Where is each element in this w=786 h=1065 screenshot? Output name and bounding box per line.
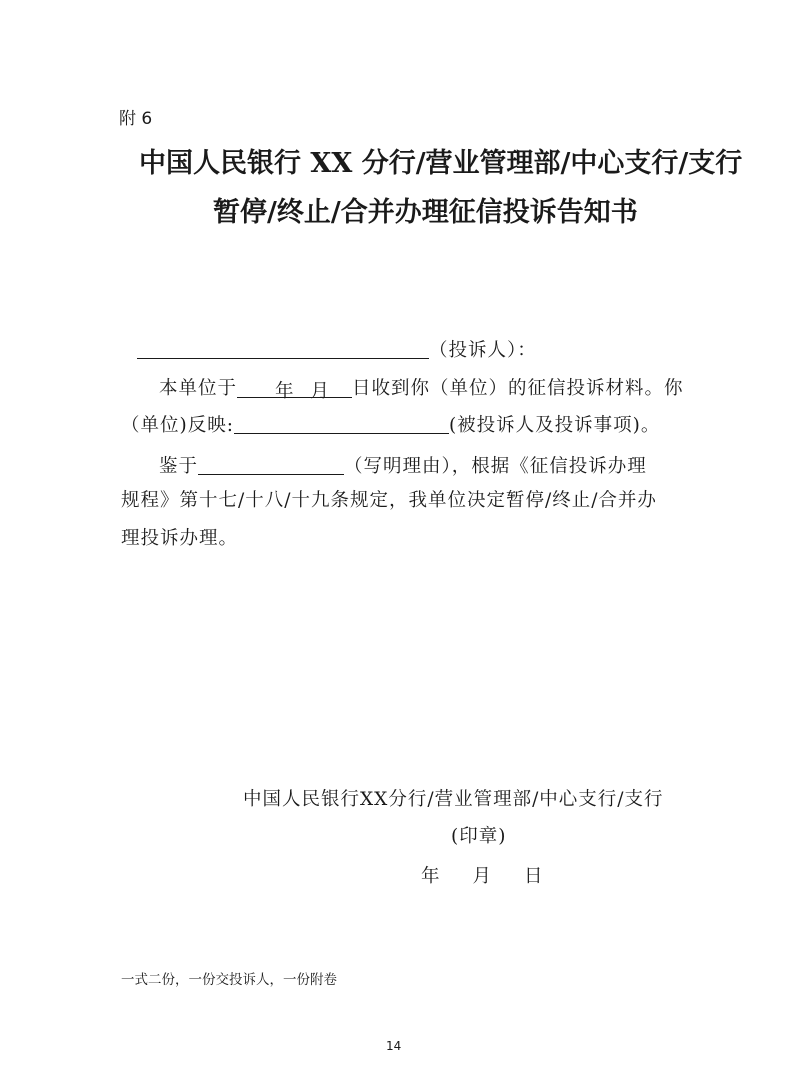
document-title-line-2: 暂停/终止/合并办理征信投诉告知书 <box>213 197 638 228</box>
sig-month: 月 <box>472 866 493 887</box>
sig-year: 年 <box>421 866 441 887</box>
paragraph-2-line-2: 规程》第十七/十八/十九条规定，我单位决定暂停/终止/合并办 <box>121 490 657 511</box>
signature-date <box>421 862 544 888</box>
attachment-label: 附 6 <box>119 109 153 129</box>
p2-rest: （写明理由），根据《征信投诉办理 <box>344 456 647 477</box>
document-title-line-1: 中国人民银行 XX 分行/营业管理部/中心支行/支行 <box>139 148 743 179</box>
paragraph-1-line-1 <box>159 374 684 400</box>
p1-start: 本单位于 <box>159 378 238 399</box>
signature-seal: (印章) <box>451 826 507 847</box>
addressee-line <box>137 336 537 362</box>
page-number: 14 <box>386 1039 402 1053</box>
paragraph-2-line-1 <box>159 452 647 478</box>
p1-line2-start: （单位)反映: <box>121 415 234 436</box>
copies-note: 一式二份，一份交投诉人，一份附卷 <box>121 972 337 988</box>
p1-month: 月 <box>310 381 331 402</box>
paragraph-2-line-3: 理投诉办理。 <box>121 528 239 549</box>
addressee-suffix: （投诉人）： <box>429 340 537 361</box>
paragraph-1-line-2 <box>121 411 660 437</box>
p1-day: 日 <box>352 378 372 399</box>
sig-day: 日 <box>524 866 544 887</box>
date-blank <box>237 377 352 402</box>
addressee-blank <box>137 338 429 359</box>
signature-organization: 中国人民银行XX分行/营业管理部/中心支行/支行 <box>243 789 664 810</box>
reason-blank <box>198 454 344 475</box>
p2-start: 鉴于 <box>159 456 199 477</box>
p1-year: 年 <box>275 381 295 402</box>
complaint-blank <box>234 413 449 434</box>
p1-rest: 收到你（单位）的征信投诉材料。你 <box>371 378 684 399</box>
p1-line2-end: (被投诉人及投诉事项)。 <box>448 415 661 436</box>
